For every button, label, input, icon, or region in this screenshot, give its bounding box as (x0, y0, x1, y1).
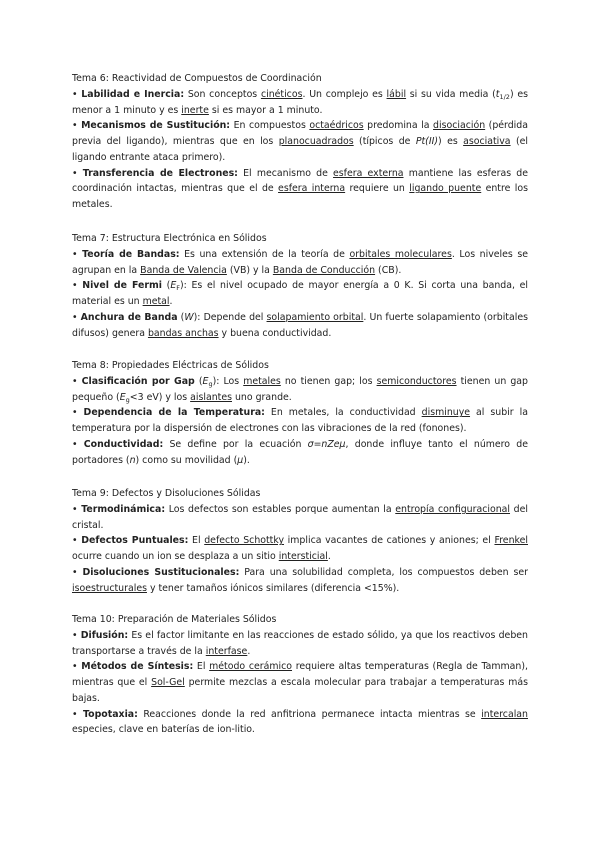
bold-term: Mecanismos de Sustitución: (81, 120, 231, 132)
underlined-term: asociativa (463, 136, 511, 148)
text-run: al subir la temperatura por la dispersión de electrones con las vibraciones de la red (fonones). (72, 407, 528, 435)
italic-term: Pt(II) (415, 136, 439, 148)
text-run: ) es menor a 1 minuto y es (72, 89, 528, 116)
bullet-item (72, 628, 528, 659)
bullet-item (72, 374, 528, 405)
text-run: Se define por la ecuación (163, 438, 308, 450)
bullet-item (72, 659, 528, 706)
text-run: • (72, 167, 83, 179)
text-run: . Un complejo es (302, 89, 387, 100)
bullet-item (72, 502, 528, 533)
text-run: ): Los (212, 376, 244, 387)
text-run: ( (194, 376, 203, 387)
subscript: g (125, 395, 130, 404)
text-run: si es mayor a 1 minuto. (208, 104, 323, 116)
text-run: ( (161, 280, 171, 292)
bullet-item (72, 405, 528, 436)
text-run: ). (243, 454, 250, 466)
bold-term: Topotaxia: (82, 708, 138, 720)
underlined-term: esfera externa (333, 167, 404, 179)
text-run: • (72, 566, 83, 578)
bold-term: Anchura de Banda (80, 311, 178, 323)
text-run: requiere un (345, 183, 410, 195)
underlined-term: bandas anchas (147, 327, 219, 339)
text-run: , donde influye tanto el número de portadores ( (72, 438, 528, 466)
text-run: . (327, 551, 331, 563)
subscript: F (176, 284, 180, 293)
italic-term: E (170, 280, 177, 292)
text-run: • (72, 708, 83, 720)
text-run: (pérdida previa del ligando), mientras que en los (72, 120, 528, 148)
bold-term: Conductividad: (83, 438, 164, 450)
text-run: (el ligando entrante ataca primero). (72, 136, 528, 163)
text-run: no tienen gap; los (280, 376, 377, 387)
bullet-item (72, 533, 528, 564)
bold-term: Dependencia de la Temperatura: (83, 407, 265, 419)
bullet-item (72, 707, 528, 738)
italic-term: E (202, 376, 209, 387)
underlined-term: intercalan (481, 708, 528, 720)
underlined-term: entropía configuracional (395, 504, 511, 515)
text-run: Los defectos son estables porque aumentan la (165, 504, 396, 515)
text-run: especies, clave en baterías de ion-litio. (72, 724, 255, 736)
section-tema-10 (72, 612, 528, 738)
section-tema-7 (72, 231, 528, 341)
section-heading: Tema 9: Defectos y Disoluciones Sólidas (72, 488, 261, 499)
underlined-term: semiconductores (376, 376, 457, 387)
underlined-term: octaédricos (309, 120, 364, 132)
text-run: ocurre cuando un ion se desplaza a un sitio (72, 551, 279, 563)
underlined-term: Banda de Conducción (272, 264, 376, 276)
section-heading: Tema 7: Estructura Electrónica en Sólidos (72, 233, 267, 244)
bullet-item (72, 166, 528, 213)
subscript: g (208, 380, 213, 388)
text-run: En metales, la conductividad (264, 407, 422, 419)
text-run: • (72, 376, 82, 387)
text-run: . (169, 296, 173, 308)
bold-term: Defectos Puntuales: (81, 535, 189, 547)
text-run: ) es (438, 136, 464, 148)
text-run: . Los niveles se agrupan en la (72, 249, 528, 276)
italic-term: n (129, 454, 136, 466)
text-run: • (72, 630, 81, 641)
underlined-term: disminuye (421, 407, 471, 419)
section-tema-9 (72, 486, 528, 596)
underlined-term: lábil (386, 89, 407, 100)
text-run: • (72, 438, 84, 450)
bullet-item (72, 118, 528, 165)
bold-term: Clasificación por Gap (81, 376, 195, 387)
text-run: y tener tamaños iónicos similares (diferencia <15%). (146, 582, 400, 594)
text-run: requiere altas temperaturas (Regla de Tamman), mientras que el (72, 661, 528, 689)
text-run: . Un fuerte solapamiento (orbitales difusos) genera (72, 311, 528, 339)
bullet-item (72, 310, 528, 341)
text-run: (VB) y la (226, 264, 273, 276)
text-run: implica vacantes de cationes y aniones; el (284, 535, 495, 547)
underlined-term: planocuadrados (278, 136, 354, 148)
text-run: Es el factor limitante en las reacciones de estado sólido, ya que los reactivos deben transportarse a través de la (72, 630, 528, 657)
text-run: (CB). (375, 264, 402, 276)
section-heading: Tema 8: Propiedades Eléctricas de Sólidos (72, 360, 269, 371)
text-run: ) como su movilidad ( (135, 454, 238, 466)
underlined-term: disociación (433, 120, 486, 132)
underlined-term: defecto Schottky (204, 535, 285, 547)
text-run: (típicos de (353, 136, 416, 148)
underlined-term: inerte (181, 104, 209, 116)
bold-term: Disoluciones Sustitucionales: (82, 566, 240, 578)
italic-term: σ=nZeμ (307, 438, 346, 450)
section-heading: Tema 6: Reactividad de Compuestos de Coordinación (72, 73, 322, 84)
underlined-term: esfera interna (278, 183, 346, 195)
text-run: El (193, 661, 210, 673)
text-run: Para una solubilidad completa, los compuestos deben ser (239, 566, 529, 578)
bold-term: Métodos de Síntesis: (81, 661, 194, 673)
underlined-term: interfase (205, 645, 248, 657)
text-run: Es una extensión de la teoría de (179, 249, 350, 260)
section-tema-8 (72, 358, 528, 468)
bold-term: Nivel de Fermi (82, 280, 162, 292)
text-run: El (188, 535, 205, 547)
underlined-term: aislantes (190, 391, 232, 403)
text-run: ): Es el nivel ocupado de mayor energía a 0 K. Si corta una banda, el material es un (72, 280, 529, 308)
underlined-term: isoestructurales (72, 582, 147, 594)
underlined-term: metal (142, 296, 170, 308)
underlined-term: Sol-Gel (151, 677, 185, 689)
text-run: <3 eV) y los (129, 391, 191, 403)
bullet-item (72, 278, 528, 309)
text-run: • (72, 535, 82, 547)
text-run: tienen un gap pequeño ( (72, 376, 528, 403)
underlined-term: ligando puente (409, 183, 482, 195)
text-run: ( (177, 311, 185, 323)
text-run: Son conceptos (184, 89, 261, 100)
bold-term: Labilidad e Inercia: (81, 89, 185, 100)
subscript: 1/2 (499, 93, 510, 101)
text-run: entre los metales. (72, 183, 529, 210)
italic-term: μ (237, 454, 244, 466)
text-run: • (72, 280, 83, 292)
text-run: y buena conductividad. (218, 327, 332, 339)
section-tema-6 (72, 71, 528, 213)
text-run: En compuestos (230, 120, 310, 132)
text-run: • (72, 407, 84, 419)
text-run: uno grande. (232, 391, 292, 403)
underlined-term: Banda de Valencia (140, 264, 227, 276)
italic-term: t (495, 89, 500, 100)
text-run: • (72, 504, 82, 515)
underlined-term: orbitales moleculares (349, 249, 452, 260)
bullet-item (72, 247, 528, 278)
text-run: • (72, 661, 82, 673)
text-run: . (247, 645, 251, 657)
bold-term: Teoría de Bandas: (82, 249, 180, 260)
text-run: • (72, 311, 81, 323)
underlined-term: metales (243, 376, 281, 387)
bold-term: Termodinámica: (81, 504, 166, 515)
underlined-term: solapamiento orbital (266, 311, 364, 323)
text-run: El mecanismo de (237, 167, 334, 179)
text-run: • (72, 89, 82, 100)
bullet-item (72, 565, 528, 596)
text-run: • (72, 120, 82, 132)
text-run: del cristal. (72, 504, 528, 531)
bullet-item (72, 87, 528, 118)
text-run: permite mezclas a escala molecular para trabajar a temperaturas más bajas. (72, 677, 528, 704)
text-run: ): Depende del (193, 311, 267, 323)
underlined-term: cinéticos (260, 89, 303, 100)
bold-term: Difusión: (80, 630, 129, 641)
text-run: mantiene las esferas de coordinación intactas, mientras que el de (72, 167, 528, 195)
underlined-term: intersticial (278, 551, 328, 563)
italic-term: W (184, 311, 194, 323)
text-run: si su vida media ( (406, 89, 496, 100)
underlined-term: método cerámico (209, 661, 293, 673)
text-run: • (72, 249, 83, 260)
text-run: Reacciones donde la red anfitriona permanece intacta mientras se (137, 708, 482, 720)
italic-term: E (119, 391, 126, 403)
section-heading: Tema 10: Preparación de Materiales Sólidos (72, 614, 277, 625)
bullet-item (72, 437, 528, 468)
bold-term: Transferencia de Electrones: (82, 167, 238, 179)
underlined-term: Frenkel (494, 535, 528, 547)
text-run: predomina la (363, 120, 434, 132)
